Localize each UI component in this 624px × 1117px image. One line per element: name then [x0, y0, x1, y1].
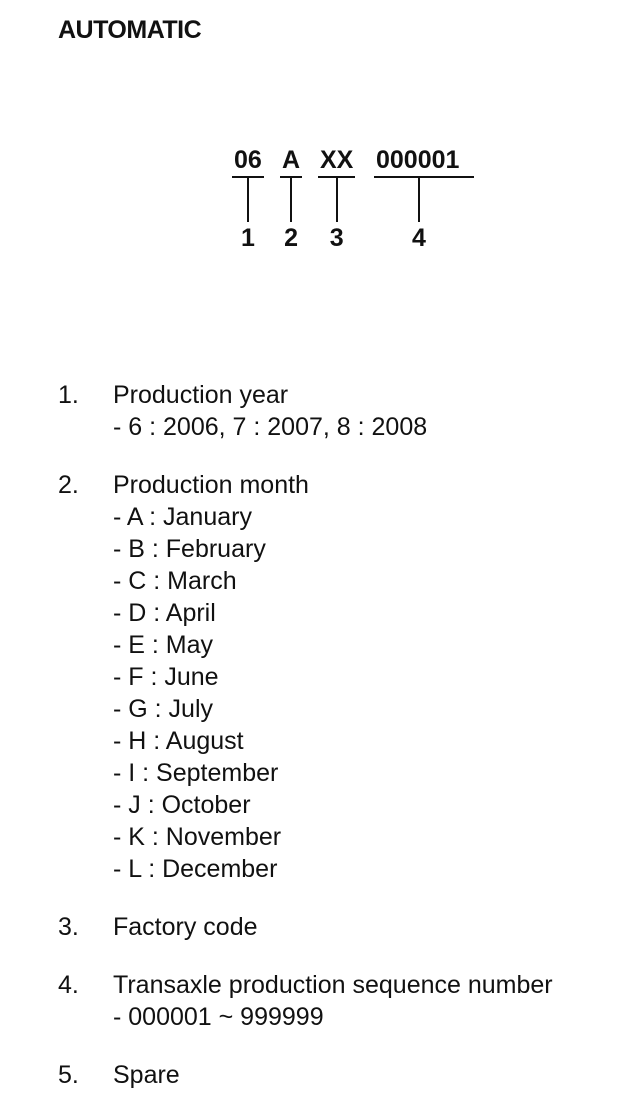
detail-line: - C : March — [113, 567, 237, 595]
code-segment-number: 2 — [284, 224, 298, 252]
detail-line: - K : November — [113, 823, 282, 851]
detail-line: - A : January — [113, 503, 252, 531]
detail-line: - I : September — [113, 759, 279, 787]
code-segment-stem — [247, 178, 249, 222]
code-diagram — [0, 0, 624, 300]
detail-line: - E : May — [113, 631, 214, 659]
item-number: 1. — [58, 381, 79, 409]
item-description: Spare — [113, 1061, 180, 1089]
detail-line: - 000001 ~ 999999 — [113, 1003, 324, 1031]
list-item — [58, 1059, 618, 1091]
item-description: Production month — [113, 471, 309, 499]
code-segment-number: 1 — [240, 224, 255, 252]
detail-line: - G : July — [113, 695, 214, 723]
item-description: Factory code — [113, 913, 258, 941]
item-details — [113, 1001, 618, 1033]
detail-line: - 6 : 2006, 7 : 2007, 8 : 2008 — [113, 413, 428, 441]
list-item — [58, 911, 618, 943]
list-item — [58, 469, 618, 885]
code-segment-text: 06 — [232, 148, 264, 178]
item-description: Transaxle production sequence number — [113, 971, 553, 999]
code-segment-text: 000001 — [374, 148, 474, 178]
detail-line: - H : August — [113, 727, 244, 755]
list-item — [58, 969, 618, 1033]
item-details — [113, 411, 618, 443]
code-segment-stem — [336, 178, 338, 222]
code-segment-stem — [290, 178, 292, 222]
code-segment-month — [280, 148, 302, 251]
code-segment-stem — [418, 178, 420, 222]
code-segment-text: XX — [318, 148, 355, 178]
code-segment-year — [232, 148, 264, 251]
item-number: 3. — [58, 913, 79, 941]
code-segment-number: 4 — [412, 224, 426, 252]
code-segment-number: 3 — [329, 224, 344, 252]
code-segment-sequence — [374, 148, 474, 251]
section-heading: AUTOMATIC — [58, 16, 202, 44]
detail-line: - D : April — [113, 599, 216, 627]
item-number: 4. — [58, 971, 79, 999]
code-segment-factory — [318, 148, 355, 251]
item-number: 5. — [58, 1061, 79, 1089]
legend-list — [58, 379, 618, 1117]
detail-line: - L : December — [113, 855, 278, 883]
code-segment-text: A — [280, 148, 302, 178]
list-item — [58, 379, 618, 443]
item-number: 2. — [58, 471, 79, 499]
item-details — [113, 501, 618, 885]
detail-line: - J : October — [113, 791, 251, 819]
detail-line: - B : February — [113, 535, 266, 563]
item-description: Production year — [113, 381, 289, 409]
detail-line: - F : June — [113, 663, 219, 691]
